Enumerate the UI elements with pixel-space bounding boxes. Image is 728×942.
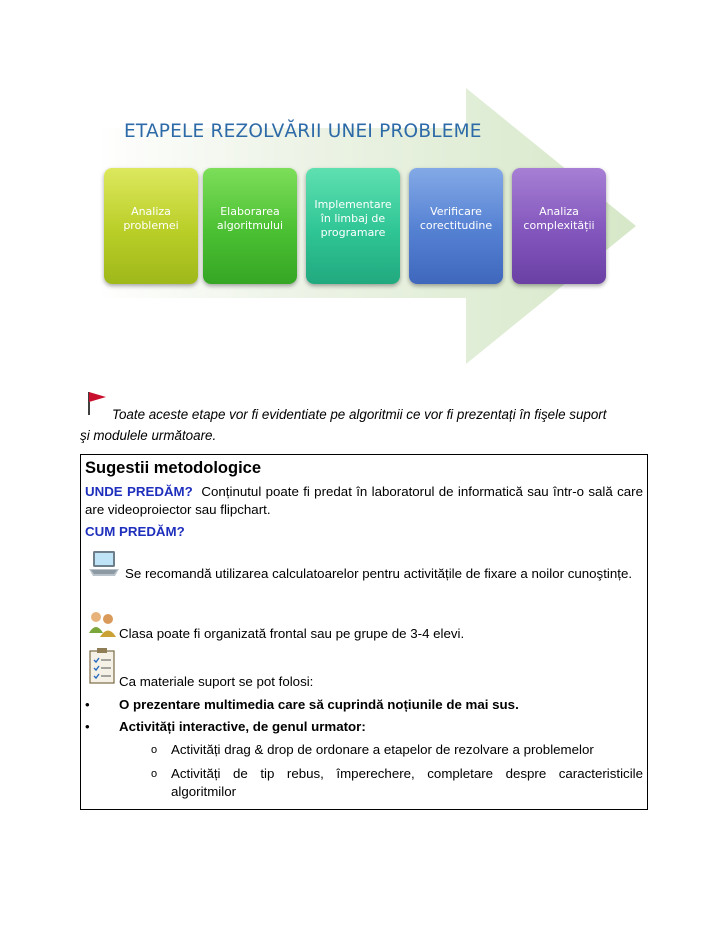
step-analiza-complexitatii: Analiza complexității [512,168,606,284]
sub-bullet-glyph: o [151,744,158,756]
materials-list [85,695,643,801]
computers-text: Se recomandă utilizarea calculatoarelor pentru activitățile de fixare a noilor cunoştințe. [125,566,633,581]
where-text: Conținutul poate fi predat în laboratorul de informatică sau într-o sală care are videoproiector sau flipchart. [85,484,643,517]
diagram-title: ETAPELE REZOLVĂRII UNEI PROBLEME [124,121,482,142]
step-analiza-problemei: Analiza problemei [104,168,198,284]
note-line-2: şi modulele următoare. [80,428,217,443]
sub-list-item [85,741,643,759]
sub-bullet-glyph: o [151,768,158,780]
step-elaborarea-algoritmului: Elaborarea algoritmului [203,168,297,284]
step-verificare: Verificare corectitudine [409,168,503,284]
how-paragraph [85,523,643,541]
note-line-1: Toate aceste etape vor fi evidentiate pe algoritmii ce vor fi prezentați în fişele suport [112,407,607,422]
bullet-text: Activități interactive, de genul urmator: [119,719,366,734]
computers-paragraph [85,565,643,583]
note-text [80,404,646,446]
materials-paragraph [85,673,643,691]
sub-bullet-text: Activități drag & drop de ordonare a etapelor de rezolvare a problemelor [171,742,594,757]
class-text: Clasa poate fi organizată frontal sau pe grupe de 3-4 elevi. [119,626,465,641]
step-implementare: Implementare în limbaj de programare [306,168,400,284]
list-item [85,695,643,715]
list-item [85,717,643,737]
bullet-text: O prezentare multimedia care să cuprindă noțiunile de mai sus. [119,697,519,712]
box-title: Sugestii metodologice [85,459,262,477]
class-paragraph [85,625,643,643]
how-label: CUM PREDĂM? [85,524,185,539]
bullet-glyph: • [85,697,90,712]
sub-list-item [85,765,643,801]
bullet-glyph: • [85,719,90,734]
where-label: UNDE PREDĂM? [85,484,193,499]
materials-text: Ca materiale suport se pot folosi: [119,674,314,689]
methodology-box [80,454,648,810]
sub-bullet-text: Activități de tip rebus, împerechere, completare despre caracteristicile algoritmilor [171,766,643,799]
process-diagram [96,88,636,364]
where-paragraph [85,483,643,519]
